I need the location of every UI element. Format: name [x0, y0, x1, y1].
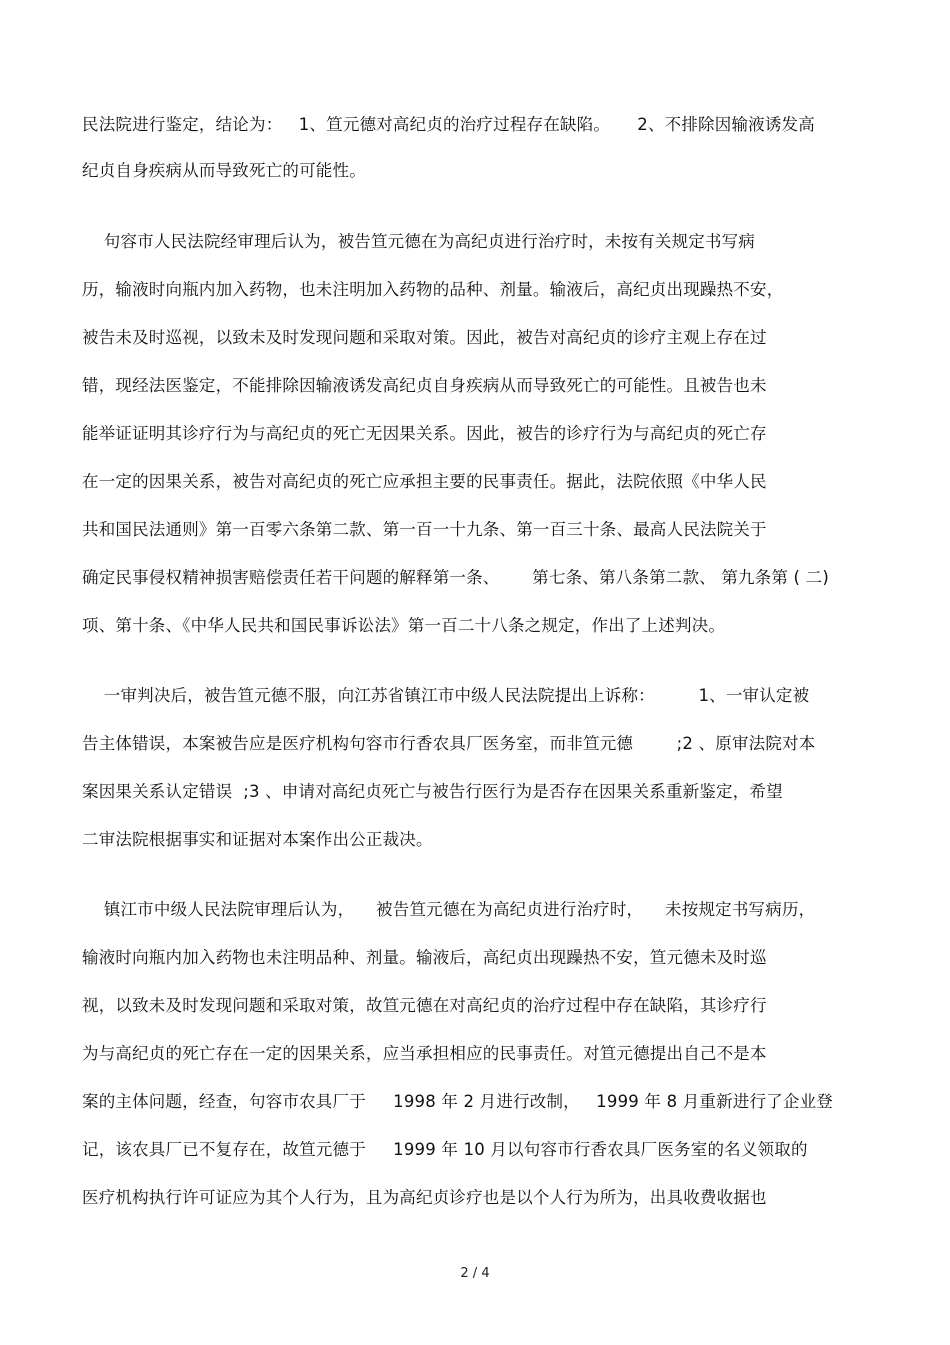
- text-line: 视，以致未及时发现问题和采取对策，故笪元德在对高纪贞的治疗过程中存在缺陷，其诊疗行: [82, 996, 767, 1015]
- text-line: 项、第十条、《中华人民共和国民事诉讼法》第一百二十八条之规定，作出了上述判决。: [82, 616, 726, 635]
- text-line: 为与高纪贞的死亡存在一定的因果关系，应当承担相应的民事责任。对笪元德提出自己不是本: [82, 1044, 767, 1063]
- text-line: 错，现经法医鉴定，不能排除因输液诱发高纪贞自身疾病从而导致死亡的可能性。且被告也未: [82, 376, 767, 395]
- text-line: 记，该农具厂已不复存在，故笪元德于 1999 年 10 月以句容市行香农具厂医务室的名义领取的: [82, 1140, 808, 1159]
- text-line: 一审判决后，被告笪元德不服，向江苏省镇江市中级人民法院提出上诉称： 1、一审认定被: [82, 686, 810, 705]
- text-line: 告主体错误，本案被告应是医疗机构句容市行香农具厂医务室，而非笪元德 ;2 、原审法院对本: [82, 734, 816, 753]
- text-line: 民法院进行鉴定，结论为： 1、笪元德对高纪贞的治疗过程存在缺陷。 2、不排除因输液诱发高: [82, 115, 815, 134]
- text-line: 纪贞自身疾病从而导致死亡的可能性。: [82, 161, 366, 180]
- text-line: 被告未及时巡视，以致未及时发现问题和采取对策。因此，被告对高纪贞的诊疗主观上存在过: [82, 328, 767, 347]
- text-line: 能举证证明其诊疗行为与高纪贞的死亡无因果关系。因此，被告的诊疗行为与高纪贞的死亡存: [82, 424, 767, 443]
- text-line: 在一定的因果关系，被告对高纪贞的死亡应承担主要的民事责任。据此，法院依照《中华人民: [82, 472, 767, 491]
- text-line: 句容市人民法院经审理后认为，被告笪元德在为高纪贞进行治疗时，未按有关规定书写病: [82, 232, 756, 251]
- text-line: 医疗机构执行许可证应为其个人行为，且为高纪贞诊疗也是以个人行为所为，出具收费收据也: [82, 1188, 767, 1207]
- text-line: 二审法院根据事实和证据对本案作出公正裁决。: [82, 830, 433, 849]
- text-line: 输液时向瓶内加入药物也未注明品种、剂量。输液后，高纪贞出现躁热不安，笪元德未及时巡: [82, 948, 767, 967]
- text-line: 共和国民法通则》第一百零六条第二款、第一百一十九条、第一百三十条、最高人民法院关于: [82, 520, 767, 539]
- page-number: 2 / 4: [460, 1266, 490, 1281]
- text-line: 案因果关系认定错误 ;3 、申请对高纪贞死亡与被告行医行为是否存在因果关系重新鉴定，希望: [82, 782, 783, 801]
- text-line: 历，输液时向瓶内加入药物，也未注明加入药物的品种、剂量。输液后，高纪贞出现躁热不安，: [82, 280, 784, 299]
- text-line: 镇江市中级人民法院审理后认为， 被告笪元德在为高纪贞进行治疗时， 未按规定书写病历，: [82, 900, 816, 919]
- text-line: 确定民事侵权精神损害赔偿责任若干问题的解释第一条、 第七条、第八条第二款、 第九条第 ( 二): [82, 568, 829, 587]
- text-line: 案的主体问题，经查，句容市农具厂于 1998 年 2 月进行改制， 1999 年 8 月重新进行了企业登: [82, 1092, 834, 1111]
